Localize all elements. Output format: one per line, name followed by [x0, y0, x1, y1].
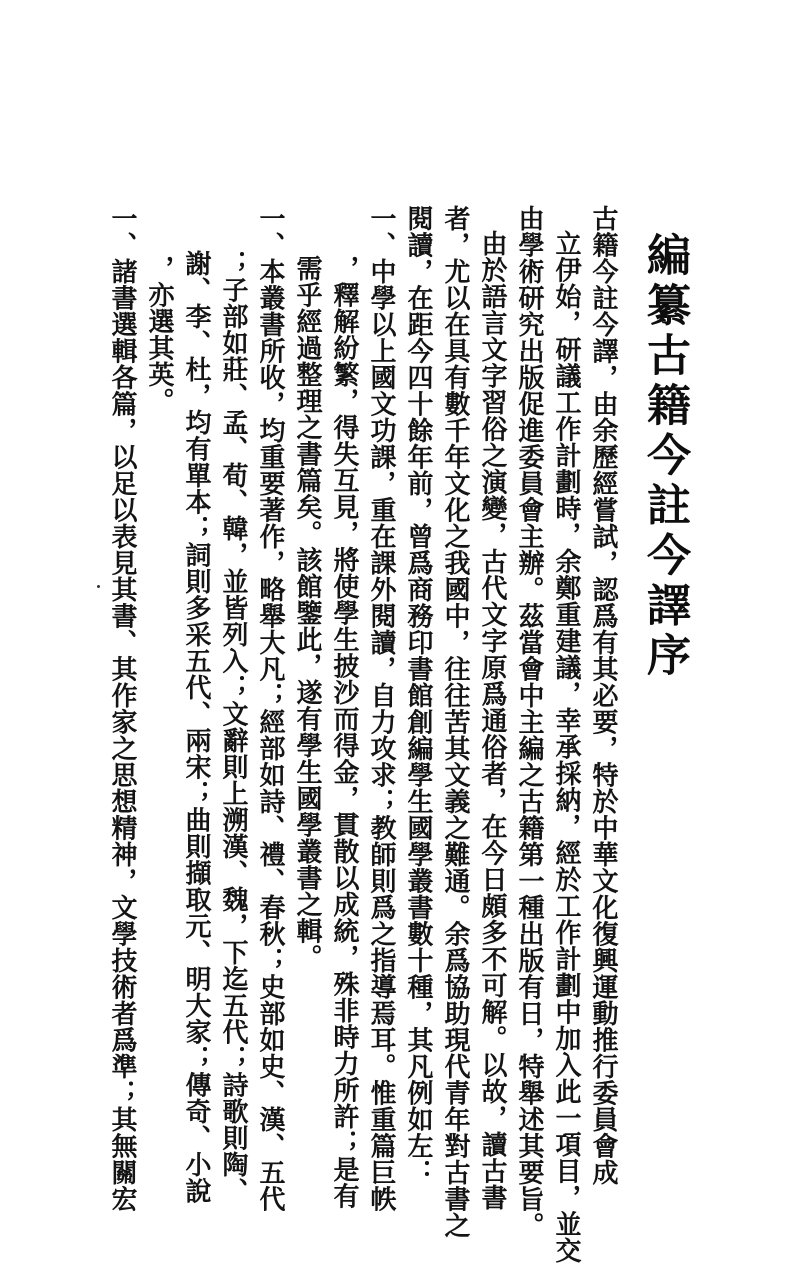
- text-column-11: ；子部如莊、孟、荀、韓，並皆列入；文辭則上溯漢、魏，下迄五代；詩歌則陶、: [218, 250, 248, 1204]
- text-column-8: ，釋解紛繁，得失互見，將使學生披沙而得金，貫散以成統，殊非時力所許；是有: [329, 255, 359, 1209]
- page-title: 編纂古籍今註今譯序: [639, 232, 690, 682]
- text-column-1: 古籍今註今譯，由余歷經嘗試，認爲有其必要，特於中華文化復興運動推行委員會成: [588, 205, 618, 1186]
- print-speck: [97, 585, 100, 588]
- text-column-5: 者，尤以在具有數千年文化之我國中，往往苦其文義之難通。余爲協助現代青年對古書之: [440, 205, 470, 1239]
- text-column-7: 一、中學以上國文功課，重在課外閱讀，自力攻求；教師則爲之指導焉耳。惟重篇巨帙: [366, 205, 396, 1212]
- text-column-9: 需乎經過整理之書篇矣。該館鑒此，遂有學生國學叢書之輯。: [292, 255, 322, 971]
- text-column-4: 由於語言文字習俗之演變，古代文字原爲通俗者，在今日頗多不可解。以故，讀古書: [477, 230, 507, 1211]
- text-column-2: 立伊始，研議工作計劃時，余鄭重建議，幸承採納，經於工作計劃中加入此一項目，並交: [551, 230, 581, 1264]
- text-column-3: 由學術研究出版促進委員會主辦。茲當會中主編之古籍第一種出版有日，特舉述其要旨。: [514, 205, 544, 1239]
- text-column-10: 一、本叢書所收，均重要著作，略舉大凡；經部如詩、禮、春秋；史部如史、漢、五代: [255, 205, 285, 1212]
- text-column-6: 閱讀，在距今四十餘年前，曾爲商務印書館創編學生國學叢書數十種，其凡例如左：: [403, 205, 433, 1186]
- text-column-14: 一、諸書選輯各篇，以足以表見其書、其作家之思想精神，文學技術者爲準；其無關宏: [107, 205, 137, 1212]
- text-column-13: ，亦選其英。: [144, 255, 174, 414]
- text-column-12: 謝、李、杜，均有單本；詞則多采五代、兩宋；曲則擷取元、明大家；傳奇、小說: [181, 250, 211, 1204]
